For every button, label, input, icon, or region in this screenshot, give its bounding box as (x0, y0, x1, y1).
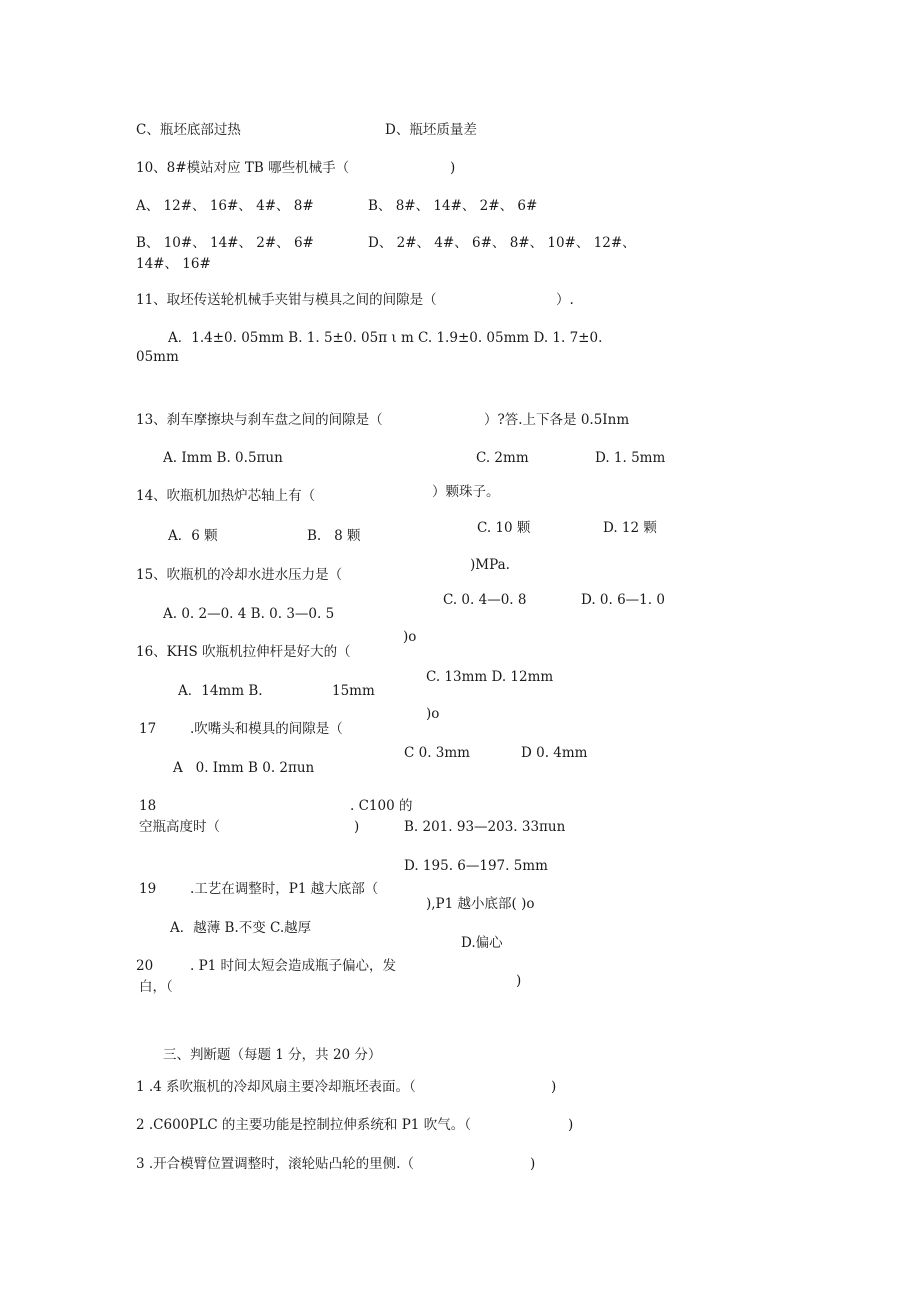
q15-option-c: C. 0. 4—0. 8 (443, 592, 527, 608)
q19-options-abc: A．越薄 B.不变 C.越厚 (170, 920, 312, 936)
q15-close-unit: )MPa. (470, 557, 510, 573)
q17-option-d: D 0. 4mm (521, 745, 588, 761)
q18-close-paren: ) (354, 819, 360, 835)
q16-options-cd: C. 13mm D. 12mm (426, 669, 554, 685)
q15-options-ab: A. 0. 2—0. 4 B. 0. 3—0. 5 (163, 606, 335, 622)
q18-option-b: B. 201. 93—203. 33πun (404, 819, 566, 835)
q18-stem-continued: 空瓶高度时（ (139, 819, 220, 835)
q11-close-paren: ）. (556, 292, 574, 308)
q19-stem: .工艺在调整时，P1 越大底部（ (190, 881, 379, 897)
q10-option-d-continued: 14#、 16# (136, 256, 211, 272)
q13-stem: 13、刹车摩擦块与刹车盘之间的间隙是（ (136, 412, 383, 428)
q19-number: 19 (139, 881, 157, 897)
q11-stem: 11、取坯传送轮机械手夹钳与模具之间的间隙是（ (136, 292, 437, 308)
q10-option-b2: B、 10#、 14#、 2#、 6# (136, 235, 314, 251)
q17-close: )o (426, 706, 440, 722)
q18-option-a-partial (170, 855, 330, 861)
q20-number: 20 (136, 958, 154, 974)
q20-stem: . P1 时间太短会造成瓶子偏心，发 (190, 958, 397, 974)
judge-question-3: 3 .开合模臂位置调整时，滚轮贴凸轮的里侧.（ (136, 1156, 414, 1172)
judge-question-2-close: ) (568, 1117, 574, 1133)
judge-question-1-close: ) (551, 1079, 557, 1095)
q16-option-b-value: 15mm (332, 683, 375, 699)
q18-number: 18 (139, 798, 157, 814)
q16-option-a: A．14mm B. (178, 683, 263, 699)
q10-option-a: A、 12#、 16#、 4#、 8# (136, 198, 314, 214)
q14-option-a: A．6 颗 (168, 528, 218, 544)
q16-close: )o (403, 629, 417, 645)
q14-option-c: C. 10 颗 (477, 520, 531, 536)
q10-option-d: D、 2#、 4#、 6#、 8#、 10#、 12#、 (368, 235, 636, 251)
judge-question-1: 1 .4 系吹瓶机的冷却风扇主要冷却瓶坯表面。（ (136, 1079, 416, 1095)
q14-option-b: B. 8 颗 (307, 528, 361, 544)
q13-option-c: C. 2mm (476, 450, 529, 466)
q19-tail: ),P1 越小底部( )o (426, 896, 535, 912)
q13-option-d: D. 1. 5mm (595, 450, 666, 466)
q10-option-b: B、 8#、 14#、 2#、 6# (368, 198, 538, 214)
q9-option-c: C、瓶坯底部过热 (136, 122, 241, 138)
judge-question-2: 2 .C600PLC 的主要功能是控制拉伸系统和 P1 吹气。（ (136, 1117, 471, 1133)
q13-answer-tail: ）?答.上下各是 0.5Inm (484, 412, 630, 428)
q20-stem-continued: 白，（ (139, 979, 173, 995)
q20-close-paren: ) (516, 973, 522, 989)
q14-stem: 14、吹瓶机加热炉芯轴上有（ (136, 488, 316, 504)
q18-stem: . C100 的 (350, 798, 413, 814)
q10-stem: 10、8#模站对应 TB 哪些机械手（ (136, 160, 350, 176)
q19-option-d: D.偏心 (461, 935, 503, 951)
q17-stem: .吹嘴头和模具的间隙是（ (190, 721, 343, 737)
q17-option-c: C 0. 3mm (404, 745, 470, 761)
judge-question-3-close: ) (530, 1156, 536, 1172)
section3-title: 三、判断题（每题 1 分，共 20 分） (163, 1047, 382, 1063)
q17-options-ab: A 0. Imm B 0. 2πun (173, 760, 315, 776)
q10-close-paren: ) (450, 160, 456, 176)
q11-options-continued: 05mm (136, 349, 179, 365)
q13-options-ab: A. Imm B. 0.5πun (163, 450, 283, 466)
q9-option-d: D、瓶坯质量差 (385, 122, 477, 138)
q18-option-d: D. 195. 6—197. 5mm (404, 858, 548, 874)
q14-close: ）颗珠子。 (432, 484, 500, 500)
q16-stem: 16、KHS 吹瓶机拉伸杆是好大的（ (136, 644, 351, 660)
q14-option-d: D. 12 颗 (603, 520, 657, 536)
q11-options: A．1.4±0. 05mm B. 1. 5±0. 05π ι m C. 1.9±0. 05mm D. 1. 7±0. (168, 330, 603, 346)
q12-partial-line (136, 384, 596, 393)
q15-option-d: D. 0. 6—1. 0 (581, 592, 665, 608)
q15-stem: 15、吹瓶机的冷却水进水压力是（ (136, 567, 343, 583)
q17-number: 17 (139, 721, 157, 737)
